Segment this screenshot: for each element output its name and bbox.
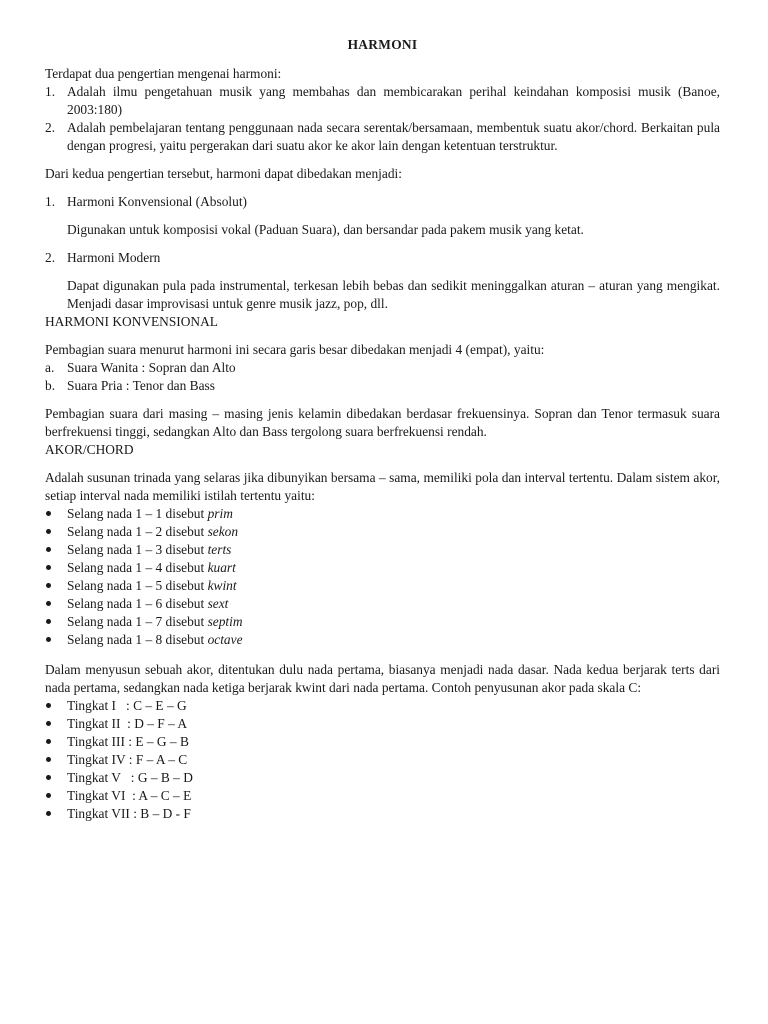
bullet-icon <box>45 595 67 613</box>
chord-text: Tingkat VII : B – D - F <box>67 806 191 821</box>
list-item <box>45 769 720 787</box>
bullet-icon <box>45 613 67 631</box>
harmony-type-2 <box>45 249 720 313</box>
voice-list <box>45 359 720 395</box>
voice-text: Suara Pria : Tenor dan Bass <box>67 378 215 393</box>
chord-text: Tingkat VI : A – C – E <box>67 788 192 803</box>
section-heading-konvensional: HARMONI KONVENSIONAL <box>45 314 218 329</box>
document-page <box>45 36 720 823</box>
definition-item <box>45 119 720 155</box>
interval-term: septim <box>207 614 243 629</box>
definition-item <box>45 83 720 119</box>
chord-text: Tingkat IV : F – A – C <box>67 752 188 767</box>
chord-text: Tingkat II : D – F – A <box>67 716 188 731</box>
interval-list <box>45 505 720 649</box>
document-title: HARMONI <box>347 37 418 52</box>
chord-text: Tingkat III : E – G – B <box>67 734 189 749</box>
types-intro-paragraph: Dari kedua pengertian tersebut, harmoni dapat dibedakan menjadi: <box>45 166 402 181</box>
bullet-icon <box>45 631 67 649</box>
definition-list <box>45 83 720 155</box>
interval-term: kwint <box>207 578 237 593</box>
chord-list <box>45 697 720 823</box>
list-item <box>45 595 720 613</box>
interval-term: prim <box>207 506 233 521</box>
interval-term: terts <box>207 542 232 557</box>
harmony-type-1 <box>45 193 720 239</box>
bullet-icon <box>45 505 67 523</box>
interval-text: Selang nada 1 – 1 disebut <box>67 506 208 521</box>
interval-term: sekon <box>207 524 239 539</box>
interval-text: Selang nada 1 – 6 disebut <box>67 596 208 611</box>
voice-item <box>45 359 720 377</box>
interval-text: Selang nada 1 – 5 disebut <box>67 578 208 593</box>
list-item <box>45 805 720 823</box>
interval-term: kuart <box>207 560 236 575</box>
list-number: 1. <box>45 194 56 209</box>
compose-paragraph: Dalam menyusun sebuah akor, ditentukan dulu nada pertama, biasanya menjadi nada dasar. Nada kedua berjarak terts dari nada pertama, sedangkan nada ketiga berjarak kwint dari nada pertama. Contoh penyusunan akor pada skala C: <box>45 662 720 695</box>
intro-paragraph: Terdapat dua pengertian mengenai harmoni: <box>45 66 282 81</box>
bullet-icon <box>45 787 67 805</box>
list-item <box>45 631 720 649</box>
list-number: 2. <box>45 250 56 265</box>
bullet-icon <box>45 541 67 559</box>
list-item <box>45 715 720 733</box>
list-letter: b. <box>45 378 56 393</box>
list-item <box>45 559 720 577</box>
list-item <box>45 787 720 805</box>
bullet-icon <box>45 769 67 787</box>
harmony-type-description: Digunakan untuk komposisi vokal (Paduan Suara), dan bersandar pada pakem musik yang ketat. <box>67 222 584 237</box>
interval-text: Selang nada 1 – 7 disebut <box>67 614 208 629</box>
list-item <box>45 751 720 769</box>
list-item <box>45 523 720 541</box>
voices-note-paragraph: Pembagian suara dari masing – masing jenis kelamin dibedakan berdasar frekuensinya. Sopran dan Tenor termasuk suara berfrekuensi tinggi, sedangkan Alto dan Bass tergolong suara berfrekuensi rendah. <box>45 406 720 439</box>
bullet-icon <box>45 805 67 823</box>
interval-text: Selang nada 1 – 2 disebut <box>67 524 208 539</box>
definition-text: Adalah pembelajaran tentang penggunaan nada secara serentak/bersamaan, membentuk suatu akor/chord. Berkaitan pula dengan progresi, yaitu pergerakan dari suatu akor ke akor lain dengan ketentuan terstruktur. <box>67 120 720 153</box>
list-number: 1. <box>45 84 56 99</box>
bullet-icon <box>45 751 67 769</box>
interval-term: sext <box>207 596 229 611</box>
section-heading-akor: AKOR/CHORD <box>45 442 134 457</box>
list-letter: a. <box>45 360 55 375</box>
list-item <box>45 577 720 595</box>
akor-intro-paragraph: Adalah susunan trinada yang selaras jika dibunyikan bersama – sama, memiliki pola dan interval tertentu. Dalam sistem akor, setiap interval nada memiliki istilah tertentu yaitu: <box>45 470 720 503</box>
harmony-type-name: Harmoni Modern <box>67 250 161 265</box>
bullet-icon <box>45 697 67 715</box>
interval-text: Selang nada 1 – 4 disebut <box>67 560 208 575</box>
definition-text: Adalah ilmu pengetahuan musik yang membahas dan membicarakan perihal keindahan komposisi musik (Banoe, 2003:180) <box>67 84 720 117</box>
voice-item <box>45 377 720 395</box>
bullet-icon <box>45 559 67 577</box>
interval-text: Selang nada 1 – 8 disebut <box>67 632 208 647</box>
chord-text: Tingkat V : G – B – D <box>67 770 193 785</box>
list-item <box>45 697 720 715</box>
chord-text: Tingkat I : C – E – G <box>67 698 187 713</box>
list-item <box>45 505 720 523</box>
harmony-type-name: Harmoni Konvensional (Absolut) <box>67 194 248 209</box>
list-item <box>45 613 720 631</box>
interval-text: Selang nada 1 – 3 disebut <box>67 542 208 557</box>
bullet-icon <box>45 733 67 751</box>
bullet-icon <box>45 523 67 541</box>
list-item <box>45 733 720 751</box>
harmony-type-description: Dapat digunakan pula pada instrumental, terkesan lebih bebas dan sedikit meninggalkan aturan – aturan yang mengikat. Menjadi dasar improvisasi untuk genre musik jazz, pop, dll. <box>67 278 720 311</box>
list-number: 2. <box>45 120 56 135</box>
list-item <box>45 541 720 559</box>
bullet-icon <box>45 577 67 595</box>
voice-text: Suara Wanita : Sopran dan Alto <box>67 360 236 375</box>
interval-term: octave <box>207 632 243 647</box>
bullet-icon <box>45 715 67 733</box>
voices-intro-paragraph: Pembagian suara menurut harmoni ini secara garis besar dibedakan menjadi 4 (empat), yaitu: <box>45 342 545 357</box>
